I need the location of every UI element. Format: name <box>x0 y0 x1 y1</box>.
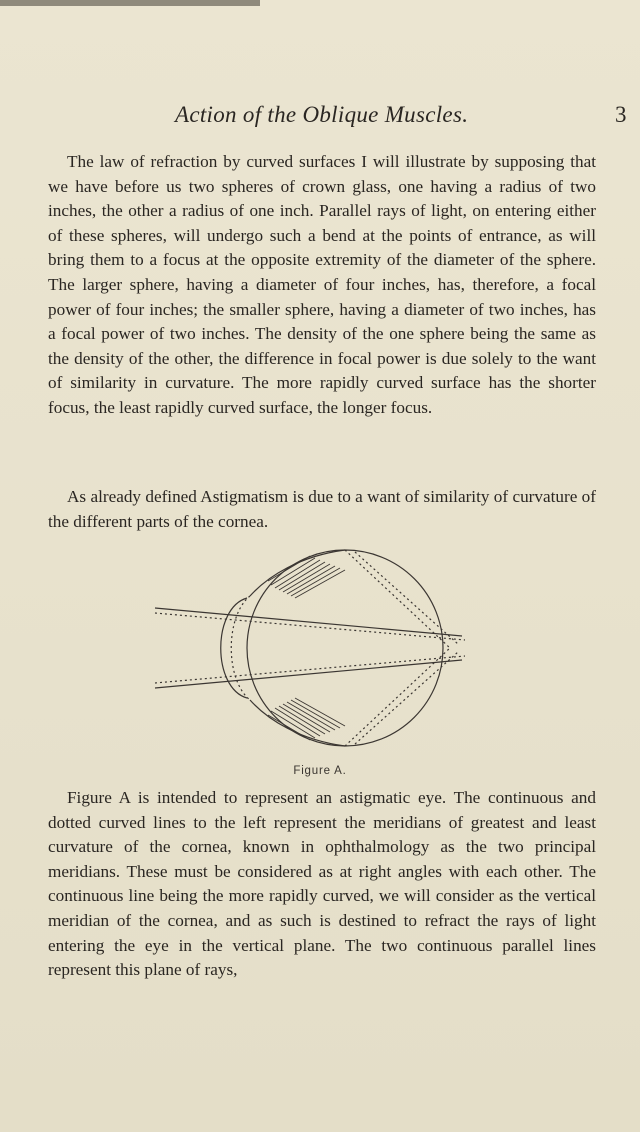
paragraph-astigmatism-definition <box>48 485 596 534</box>
eyeball-outline <box>247 550 443 746</box>
paragraph-refraction-law <box>48 150 596 421</box>
ray-line-dotted <box>355 552 458 644</box>
ray-line-dotted <box>355 652 458 744</box>
running-head-title: Action of the Oblique Muscles. <box>175 102 469 127</box>
paragraph-figure-description <box>48 786 596 983</box>
upper-hatched-band <box>268 556 345 598</box>
page-edge-rule <box>0 0 260 6</box>
ray-line <box>155 660 462 688</box>
vertical-meridian-curve <box>221 598 247 698</box>
page-header <box>0 102 640 134</box>
paragraph-text: As already defined Astigmatism is due to a want of similarity of curvature of the different parts of the cornea. <box>48 487 596 531</box>
lower-hatched-band <box>268 698 345 740</box>
ray-line <box>155 608 462 636</box>
ray-line-dotted <box>155 656 465 683</box>
paragraph-text: The law of refraction by curved surfaces I will illustrate by supposing that we have before us two spheres of crown glass, one having a radius of two inches, the other a radius of one inch. Parallel rays of light, on entering either of these spheres, will undergo such a bend at the points of entrance, as will bring them to a focus at the opposite extremity of the diameter of the sphere. The larger sphere, having a diameter of four inches, has, therefore, a focal power of four inches; the smaller sphere, having a diameter of two inches, has a focal power of two inches. The density of the one sphere being the same as the density of the other, the difference in focal power is due solely to the want of similarity in curvature. The more rapidly curved surface has the shorter focus, the least rapidly curved surface, the longer focus. <box>48 152 596 417</box>
page-number: 3 <box>615 102 627 127</box>
figure-caption: Figure A. <box>293 765 347 777</box>
eye-diagram-illustration <box>150 536 480 766</box>
paragraph-text: Figure A is intended to represent an astigmatic eye. The continuous and dotted curved lines to the left represent the meridians of greatest and least curvature of the cornea, known in ophthalmology as the two principal meridians. These must be considered as at right angles with each other. The continuous line being the more rapidly curved, we will consider as the vertical meridian of the cornea, and as such is destined to refract the rays of light entering the eye in the vertical plane. The two continuous parallel lines represent this plane of rays, <box>48 788 596 980</box>
ray-line-dotted <box>155 613 465 640</box>
astigmatic-eye-figure <box>150 536 480 766</box>
